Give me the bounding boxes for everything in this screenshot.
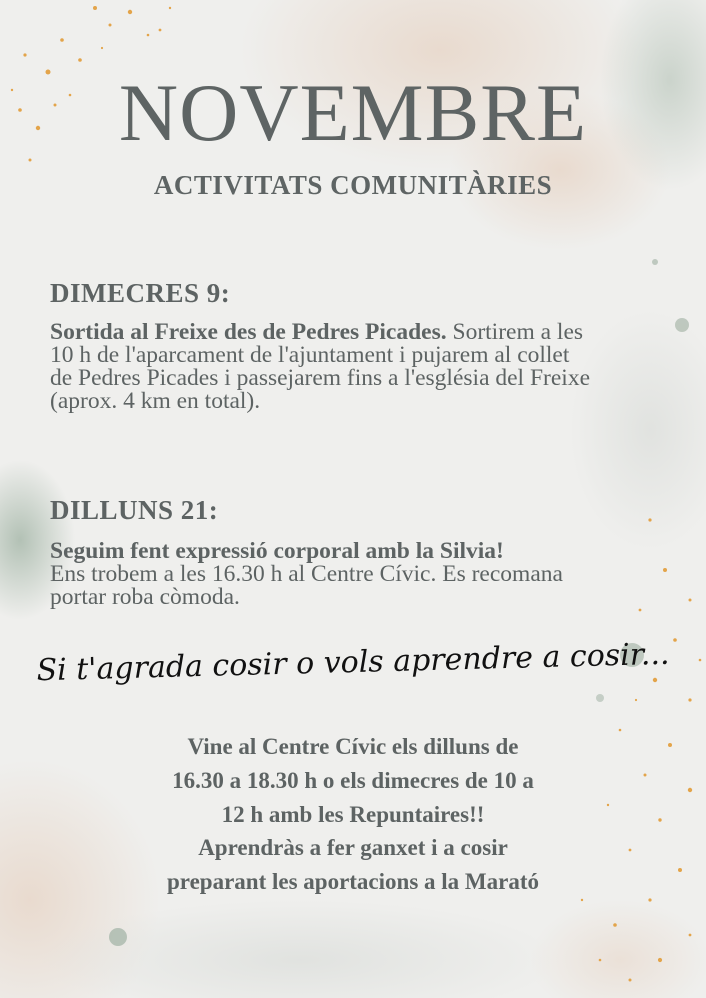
event-1-line2: 10 h de l'aparcament de l'ajuntament i pujarem al collet bbox=[50, 342, 570, 368]
page-subtitle: ACTIVITATS COMUNITÀRIES bbox=[153, 170, 553, 200]
event-1-description bbox=[50, 321, 675, 413]
sewing-line-4: Aprendràs a fer ganxet i a cosir bbox=[198, 835, 508, 861]
sewing-info bbox=[0, 730, 706, 899]
sewing-line-1: Vine al Centre Cívic els dilluns de bbox=[187, 734, 519, 759]
event-2-description bbox=[50, 540, 675, 609]
event-2-line3: portar roba còmoda. bbox=[50, 584, 240, 610]
sewing-line-5: preparant les aportacions a la Marató bbox=[166, 869, 539, 895]
event-1-line3: de Pedres Picades i passejarem fins a l'església del Freixe bbox=[50, 365, 590, 391]
event-1-headline: Sortida al Freixe des de Pedres Picades. bbox=[50, 319, 447, 345]
event-2-headline: Seguim fent expressió corporal amb la Silvia! bbox=[50, 538, 504, 564]
sewing-line-3: 12 h amb les Repuntaires!! bbox=[221, 801, 485, 827]
event-1-line4: (aprox. 4 km en total). bbox=[50, 388, 261, 414]
event-1-line1: Sortirem a les bbox=[452, 319, 584, 345]
page-title: NOVEMBRE bbox=[118, 67, 588, 158]
event-1-day: DIMECRES 9: bbox=[50, 278, 231, 308]
event-2-day: DILLUNS 21: bbox=[50, 495, 219, 525]
sewing-script-heading: Si t'agrada cosir o vols aprendre a cosir... bbox=[36, 636, 670, 689]
event-2-line2: Ens trobem a les 16.30 h al Centre Cívic. Es recomana bbox=[50, 561, 563, 587]
sewing-line-2: 16.30 a 18.30 h o els dimecres de 10 a bbox=[172, 767, 534, 793]
